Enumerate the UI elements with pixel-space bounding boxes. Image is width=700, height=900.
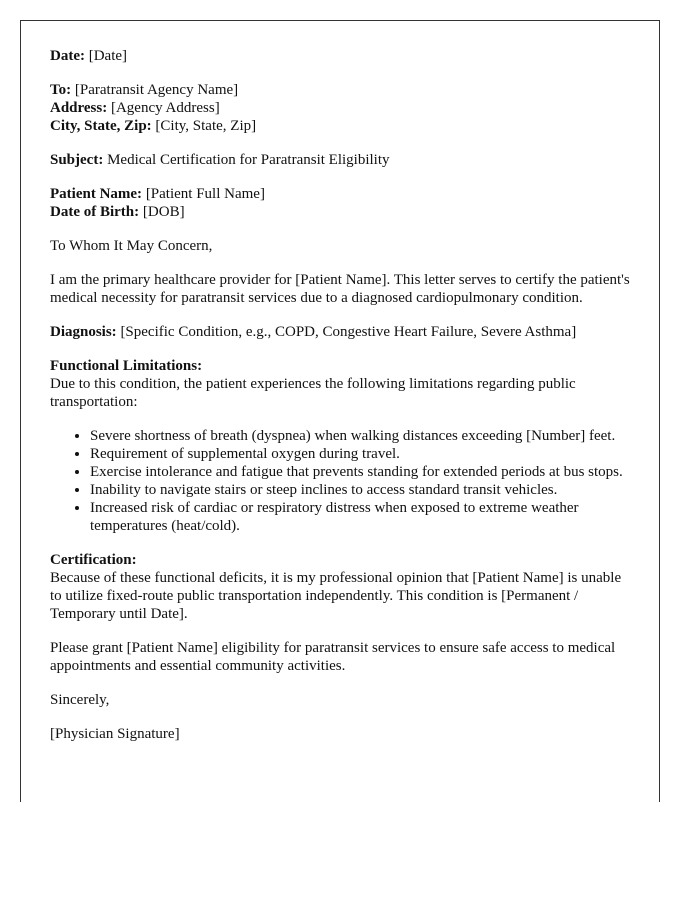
patient-block xyxy=(50,185,630,221)
dob-label: Date of Birth: xyxy=(50,204,140,220)
subject-line xyxy=(50,151,630,169)
address-value: [Agency Address] xyxy=(110,100,220,116)
diagnosis-label: Diagnosis: xyxy=(50,324,117,340)
limitations-intro: Due to this condition, the patient experiences the following limitations regarding public transportation: xyxy=(50,376,576,410)
patient-label: Patient Name: xyxy=(50,186,143,202)
letter-page xyxy=(20,20,660,802)
list-item: • Severe shortness of breath (dyspnea) when walking distances exceeding [Number] feet. xyxy=(90,427,630,445)
limitations-list xyxy=(50,427,630,535)
intro-paragraph: I am the primary healthcare provider for [Patient Name]. This letter serves to certify the patient's medical necessity for paratransit services due to a diagnosed cardiopulmonary condition. xyxy=(50,272,630,306)
subject-value: Medical Certification for Paratransit Eligibility xyxy=(107,152,390,168)
certification-heading: Certification: xyxy=(50,552,137,568)
dob-value: [DOB] xyxy=(142,204,185,220)
limitations-section xyxy=(50,357,630,411)
to-value: [Paratransit Agency Name] xyxy=(74,82,239,98)
list-item: • Inability to navigate stairs or steep inclines to access standard transit vehicles. xyxy=(90,481,630,499)
patient-value: [Patient Full Name] xyxy=(145,186,265,202)
closing: Sincerely, xyxy=(50,692,110,708)
certification-text: Because of these functional deficits, it is my professional opinion that [Patient Name] is unable to utilize fixed-route public transportation independently. This condition is [Permanent / Temporary until Date]. xyxy=(50,570,622,622)
limitations-heading: Functional Limitations: xyxy=(50,358,203,374)
list-item: • Increased risk of cardiac or respiratory distress when exposed to extreme weather temperatures (heat/cold). xyxy=(90,499,630,535)
letter-content xyxy=(50,47,630,759)
list-item: • Requirement of supplemental oxygen during travel. xyxy=(90,445,630,463)
address-label: Address: xyxy=(50,100,108,116)
signature: [Physician Signature] xyxy=(50,726,180,742)
date-line xyxy=(50,47,630,65)
certification-section xyxy=(50,551,630,623)
subject-label: Subject: xyxy=(50,152,104,168)
diagnosis-line xyxy=(50,323,630,341)
to-label: To: xyxy=(50,82,72,98)
recipient-block xyxy=(50,81,630,135)
city-value: [City, State, Zip] xyxy=(155,118,257,134)
diagnosis-value: [Specific Condition, e.g., COPD, Congestive Heart Failure, Severe Asthma] xyxy=(120,324,577,340)
salutation: To Whom It May Concern, xyxy=(50,238,213,254)
request-paragraph: Please grant [Patient Name] eligibility for paratransit services to ensure safe access to medical appointments and essential community activities. xyxy=(50,640,616,674)
list-item: • Exercise intolerance and fatigue that prevents standing for extended periods at bus stops. xyxy=(90,463,630,481)
city-label: City, State, Zip: xyxy=(50,118,152,134)
date-value: [Date] xyxy=(88,48,128,64)
date-label: Date: xyxy=(50,48,85,64)
